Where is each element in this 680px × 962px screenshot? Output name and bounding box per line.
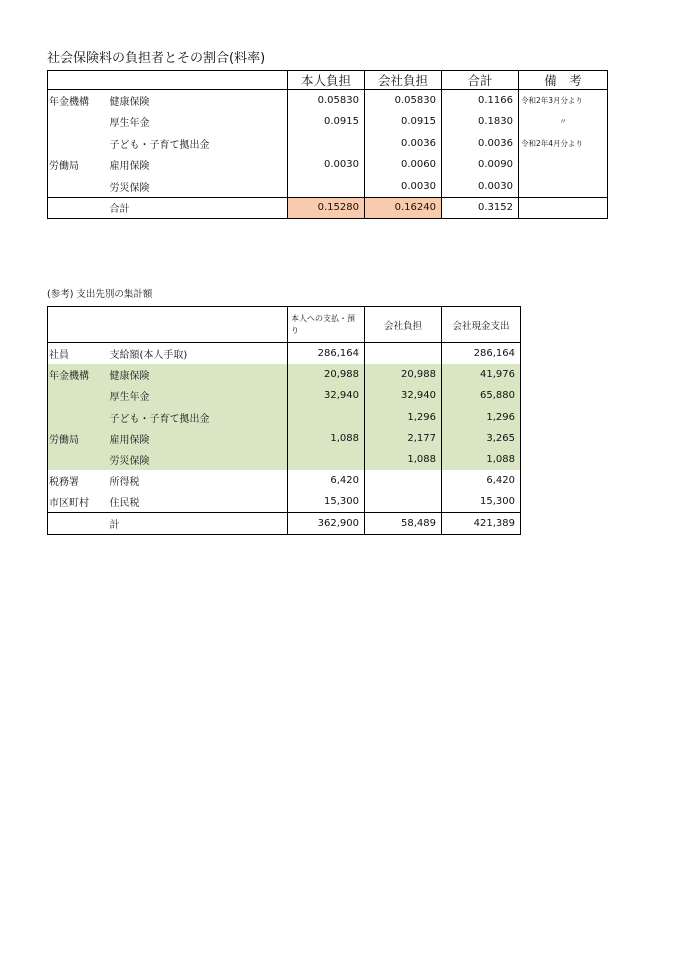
org-cell: 市区町村 xyxy=(49,498,89,510)
header-blank-cell xyxy=(48,307,288,343)
total-label: 計 xyxy=(105,513,288,534)
employee-rate-cell: 0.05830 xyxy=(288,90,365,112)
item-cell: 雇用保険 xyxy=(109,161,150,173)
employer-rate-cell: 0.05830 xyxy=(365,90,442,112)
amounts-row xyxy=(48,428,521,449)
insurance-rates-table xyxy=(47,70,608,219)
rates-row xyxy=(48,90,608,112)
item-cell: 労災保険 xyxy=(105,449,288,470)
employer-total-rate: 0.16240 xyxy=(365,197,442,219)
item-cell: 所得税 xyxy=(109,477,140,489)
rates-row xyxy=(48,154,608,176)
amounts-header-row xyxy=(48,307,521,343)
amounts-row xyxy=(48,470,521,491)
item-cell: 労災保険 xyxy=(109,182,150,194)
item-cell: 健康保険 xyxy=(105,364,288,385)
employer-cell xyxy=(365,343,442,364)
rates-row xyxy=(48,176,608,198)
to-employee-cell: 32,940 xyxy=(288,385,365,406)
note-cell xyxy=(519,197,608,219)
to-employee-cell: 15,300 xyxy=(288,492,365,513)
employee-total-rate: 0.15280 xyxy=(288,197,365,219)
note-cell: 〃 xyxy=(519,111,608,133)
amounts-row xyxy=(48,449,521,470)
employee-rate-cell xyxy=(288,133,365,155)
amounts-row xyxy=(48,406,521,427)
header-employer-share: 会社負担 xyxy=(365,71,442,90)
rates-row xyxy=(48,133,608,155)
to-employee-cell xyxy=(288,449,365,470)
note-cell xyxy=(519,154,608,176)
employee-rate-cell xyxy=(288,176,365,198)
employer-rate-cell: 0.0036 xyxy=(365,133,442,155)
employer-rate-cell: 0.0030 xyxy=(365,176,442,198)
org-cell: 労働局 xyxy=(49,161,79,173)
amounts-total-row xyxy=(48,513,521,534)
cash-out-cell: 286,164 xyxy=(442,343,521,364)
cash-out-cell: 41,976 xyxy=(442,364,521,385)
total-rate-cell: 0.1830 xyxy=(442,111,519,133)
amounts-row xyxy=(48,364,521,385)
org-cell xyxy=(48,133,105,155)
header-note: 備 考 xyxy=(519,71,608,90)
total-rate-cell: 0.0090 xyxy=(442,154,519,176)
header-paid-to-employee: 本人への支払・預り xyxy=(288,307,365,343)
cash-out-cell: 3,265 xyxy=(442,428,521,449)
to-employee-cell: 20,988 xyxy=(288,364,365,385)
to-employee-cell xyxy=(288,406,365,427)
employer-cell: 32,940 xyxy=(365,385,442,406)
cash-out-cell: 1,088 xyxy=(442,449,521,470)
org-cell: 年金機構 xyxy=(48,364,105,385)
item-cell: 支給額(本人手取) xyxy=(109,349,188,361)
cash-out-cell: 65,880 xyxy=(442,385,521,406)
cash-out-cell: 6,420 xyxy=(442,470,521,491)
org-cell xyxy=(48,449,105,470)
org-cell: 年金機構 xyxy=(49,97,89,108)
item-cell: 厚生年金 xyxy=(105,385,288,406)
item-cell: 住民税 xyxy=(109,498,140,510)
org-cell xyxy=(48,197,105,219)
employer-cell: 20,988 xyxy=(365,364,442,385)
header-employee-share: 本人負担 xyxy=(288,71,365,90)
total-label: 合計 xyxy=(105,197,288,219)
header-blank-cell xyxy=(48,71,288,90)
org-cell: 労働局 xyxy=(48,428,105,449)
org-cell xyxy=(48,111,105,133)
expenditure-amounts-table xyxy=(47,306,521,535)
note-cell: 令和2年3月分より xyxy=(519,90,608,112)
item-cell: 雇用保険 xyxy=(105,428,288,449)
grand-total-rate: 0.3152 xyxy=(442,197,519,219)
employer-total: 58,489 xyxy=(365,513,442,534)
item-cell: 健康保険 xyxy=(109,97,150,108)
employer-cell xyxy=(365,470,442,491)
employer-rate-cell: 0.0060 xyxy=(365,154,442,176)
to-employee-total: 362,900 xyxy=(288,513,365,534)
org-cell xyxy=(48,176,105,198)
org-cell xyxy=(48,513,105,534)
cash-out-cell: 1,296 xyxy=(442,406,521,427)
rates-header-row xyxy=(48,71,608,90)
amounts-table-title: (参考) 支出先別の集計額 xyxy=(47,289,153,300)
amounts-row xyxy=(48,385,521,406)
item-cell: 子ども・子育て拠出金 xyxy=(105,406,288,427)
employee-rate-cell: 0.0915 xyxy=(288,111,365,133)
rates-table-title: 社会保険料の負担者とその割合(料率) xyxy=(47,51,266,66)
org-cell xyxy=(48,406,105,427)
rates-row xyxy=(48,111,608,133)
employer-cell: 1,088 xyxy=(365,449,442,470)
org-cell: 税務署 xyxy=(49,477,79,489)
employer-cell: 1,296 xyxy=(365,406,442,427)
rates-total-row xyxy=(48,197,608,219)
to-employee-cell: 6,420 xyxy=(288,470,365,491)
org-cell: 社員 xyxy=(49,349,69,361)
cash-out-total: 421,389 xyxy=(442,513,521,534)
note-cell xyxy=(519,176,608,198)
to-employee-cell: 286,164 xyxy=(288,343,365,364)
header-cash-out: 会社現金支出 xyxy=(442,307,521,343)
header-total: 合計 xyxy=(442,71,519,90)
employer-rate-cell: 0.0915 xyxy=(365,111,442,133)
header-employer-share: 会社負担 xyxy=(365,307,442,343)
total-rate-cell: 0.0036 xyxy=(442,133,519,155)
employee-rate-cell: 0.0030 xyxy=(288,154,365,176)
item-cell: 子ども・子育て拠出金 xyxy=(109,139,210,151)
employer-cell: 2,177 xyxy=(365,428,442,449)
employer-cell xyxy=(365,492,442,513)
total-rate-cell: 0.0030 xyxy=(442,176,519,198)
item-cell: 厚生年金 xyxy=(109,118,150,130)
note-cell: 令和2年4月分より xyxy=(519,133,608,155)
to-employee-cell: 1,088 xyxy=(288,428,365,449)
total-rate-cell: 0.1166 xyxy=(442,90,519,112)
org-cell xyxy=(48,385,105,406)
amounts-row xyxy=(48,343,521,364)
cash-out-cell: 15,300 xyxy=(442,492,521,513)
amounts-row xyxy=(48,492,521,513)
